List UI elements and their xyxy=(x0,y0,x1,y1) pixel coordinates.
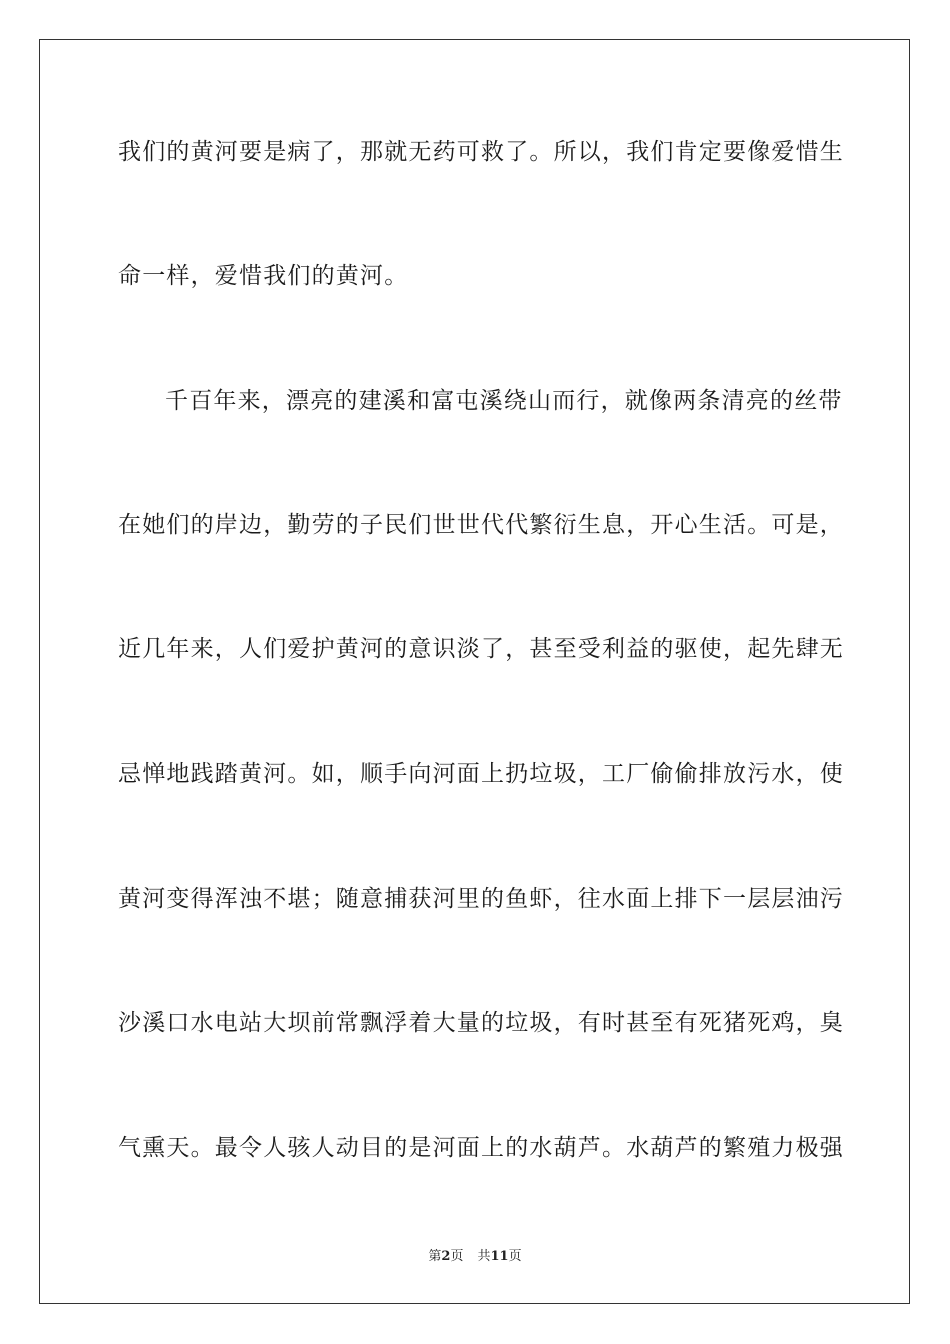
body-text-line-9: 气熏天。最令人骇人动目的是河面上的水葫芦。水葫芦的繁殖力极强 xyxy=(118,1135,844,1161)
body-text-line-2: 命一样，爱惜我们的黄河。 xyxy=(118,263,409,289)
total-pages-prefix: 共 xyxy=(477,1249,491,1264)
total-pages: 11 xyxy=(490,1249,509,1264)
page-number-suffix: 页 xyxy=(450,1249,464,1264)
body-text-line-4: 在她们的岸边，勤劳的子民们世世代代繁衍生息，开心生活。可是， xyxy=(118,512,844,538)
body-text-line-5: 近几年来，人们爱护黄河的意识淡了，甚至受利益的驱使，起先肆无 xyxy=(118,636,844,662)
body-text-line-8: 沙溪口水电站大坝前常飘浮着大量的垃圾，有时甚至有死猪死鸡，臭 xyxy=(118,1010,844,1036)
page-footer xyxy=(0,1248,950,1266)
body-text-line-1: 我们的黄河要是病了，那就无药可救了。所以，我们肯定要像爱惜生 xyxy=(118,139,844,165)
page-border xyxy=(39,39,910,1304)
page-number: 2 xyxy=(441,1249,451,1264)
total-pages-suffix: 页 xyxy=(508,1249,522,1264)
body-text-line-7: 黄河变得浑浊不堪；随意捕获河里的鱼虾，往水面上排下一层层油污 xyxy=(118,886,844,912)
body-text-line-6: 忌惮地践踏黄河。如，顺手向河面上扔垃圾，工厂偷偷排放污水，使 xyxy=(118,761,844,787)
body-text-line-3: 千百年来，漂亮的建溪和富屯溪绕山而行，就像两条清亮的丝带 xyxy=(165,388,843,414)
page-number-prefix: 第 xyxy=(428,1249,442,1264)
